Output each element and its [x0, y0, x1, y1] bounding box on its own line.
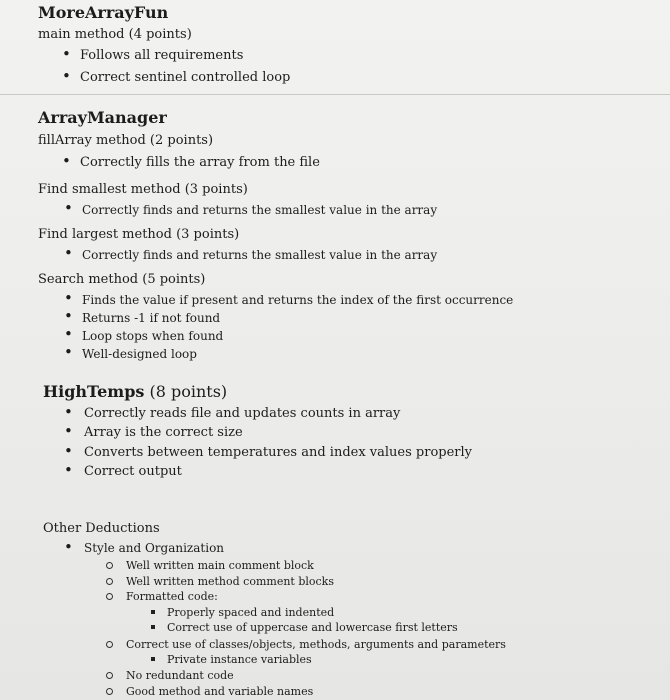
bullet-icon: • [64, 289, 73, 307]
list-item: Properly spaced and indented [167, 606, 335, 619]
fill-array-label: fillArray method (2 points) [38, 133, 214, 148]
bullet-icon: • [62, 67, 71, 85]
search-method-label: Search method (5 points) [38, 272, 206, 287]
bullet-icon: • [62, 152, 71, 170]
high-temps-points: (8 points) [149, 382, 228, 401]
bullet-icon: • [64, 538, 73, 556]
main-method-label: main method (4 points) [38, 27, 192, 42]
bullet-icon: • [64, 461, 73, 479]
list-item: Well-designed loop [82, 347, 197, 361]
list-item: No redundant code [126, 669, 234, 682]
bullet-icon: • [64, 403, 73, 421]
circle-bullet-icon [106, 672, 113, 679]
list-item: Converts between temperatures and index values properly [84, 445, 473, 460]
bullet-icon: • [64, 244, 73, 262]
list-item: Well written main comment block [126, 559, 314, 572]
bullet-icon: • [62, 45, 71, 63]
list-item: Correct use of classes/objects, methods, arguments and parameters [126, 638, 506, 651]
list-item: Loop stops when found [82, 329, 224, 343]
list-item: Well written method comment blocks [126, 575, 334, 588]
list-item: Correctly finds and returns the smallest value in the array [82, 248, 438, 262]
list-item: Correctly reads file and updates counts in array [84, 406, 401, 421]
high-temps-title: HighTemps [43, 382, 145, 401]
list-item: Style and Organization [84, 541, 225, 555]
circle-bullet-icon [106, 641, 113, 648]
list-item: Correct use of uppercase and lowercase first letters [167, 621, 458, 634]
bullet-icon: • [64, 199, 73, 217]
heading-more-array-fun: MoreArrayFun [38, 3, 169, 22]
heading-high-temps [43, 382, 227, 401]
find-smallest-label: Find smallest method (3 points) [38, 182, 248, 197]
list-item: Correctly finds and returns the smallest value in the array [82, 203, 438, 217]
list-item: Correct sentinel controlled loop [80, 70, 291, 85]
list-item: Follows all requirements [80, 48, 244, 63]
list-item: Good method and variable names [126, 685, 314, 698]
list-item: Private instance variables [167, 653, 312, 666]
list-item: Correct output [84, 464, 182, 479]
list-item: Formatted code: [126, 590, 218, 603]
bullet-icon: • [64, 307, 73, 325]
find-largest-label: Find largest method (3 points) [38, 227, 240, 242]
bullet-icon: • [64, 442, 73, 460]
square-bullet-icon [151, 625, 155, 629]
list-item: Array is the correct size [84, 425, 243, 440]
list-item: Finds the value if present and returns the index of the first occurrence [82, 293, 514, 307]
square-bullet-icon [151, 610, 155, 614]
circle-bullet-icon [106, 593, 113, 600]
circle-bullet-icon [106, 562, 113, 569]
circle-bullet-icon [106, 688, 113, 695]
section-divider [0, 94, 670, 95]
list-item: Correctly fills the array from the file [80, 155, 320, 170]
bullet-icon: • [64, 343, 73, 361]
bullet-icon: • [64, 325, 73, 343]
heading-other-deductions: Other Deductions [43, 521, 160, 536]
square-bullet-icon [151, 657, 155, 661]
list-item: Returns -1 if not found [82, 311, 221, 325]
heading-array-manager: ArrayManager [38, 108, 167, 127]
circle-bullet-icon [106, 578, 113, 585]
bullet-icon: • [64, 422, 73, 440]
